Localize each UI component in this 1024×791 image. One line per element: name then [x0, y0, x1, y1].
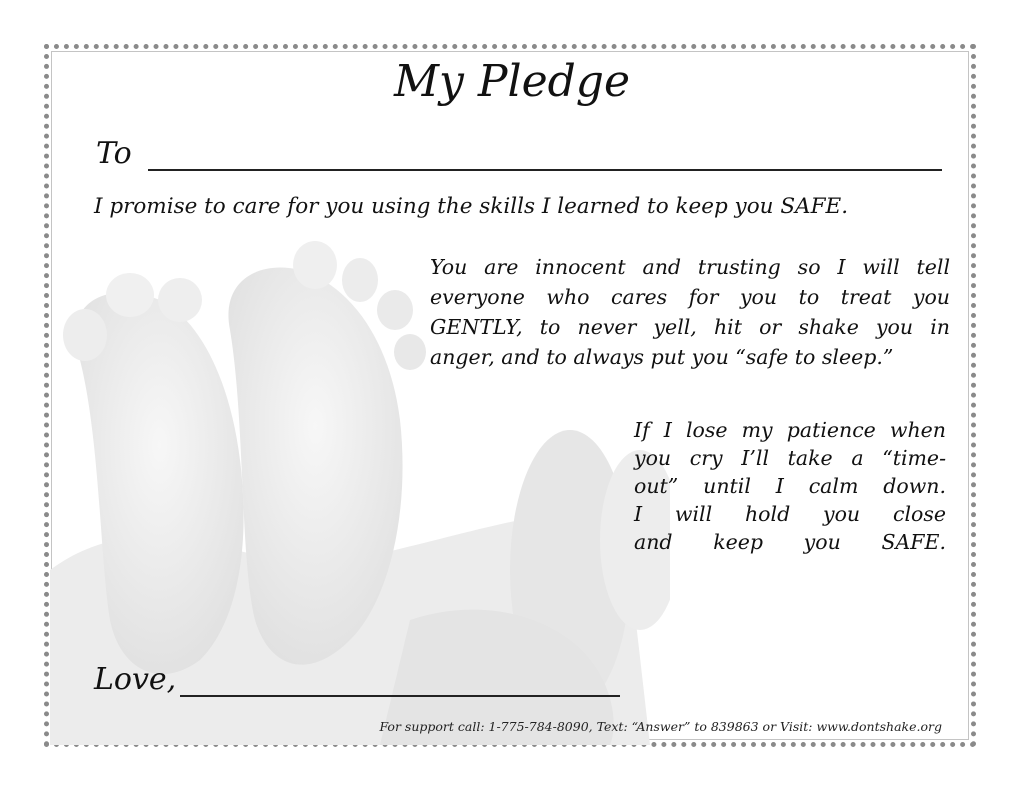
signature-field	[94, 662, 624, 706]
paragraph-line: I will hold you close	[634, 502, 946, 526]
signature-blank-line	[180, 695, 620, 697]
paragraph-line: you cry I’ll take a “time-	[634, 446, 946, 470]
patience-paragraph	[634, 416, 946, 556]
paragraph-line: and keep you SAFE.	[634, 530, 946, 554]
innocence-paragraph	[430, 252, 950, 372]
to-field	[96, 136, 946, 180]
to-label: To	[96, 136, 132, 171]
support-footer: For support call: 1-775-784-8090, Text: “Answer” to 839863 or Visit: www.dontshake.org	[379, 719, 942, 734]
paragraph-line: everyone who cares for you to treat you	[430, 285, 950, 309]
paragraph-line: anger, and to always put you “safe to sleep.”	[430, 345, 894, 369]
love-label: Love,	[94, 662, 177, 697]
paragraph-line: You are innocent and trusting so I will tell	[430, 255, 950, 279]
paragraph-line: out” until I calm down.	[634, 474, 946, 498]
promise-statement: I promise to care for you using the skills I learned to keep you SAFE.	[94, 194, 849, 219]
page-title: My Pledge	[394, 56, 630, 107]
paragraph-line: GENTLY, to never yell, hit or shake you in	[430, 315, 950, 339]
to-blank-line	[148, 169, 942, 171]
paragraph-line: If I lose my patience when	[634, 418, 946, 442]
